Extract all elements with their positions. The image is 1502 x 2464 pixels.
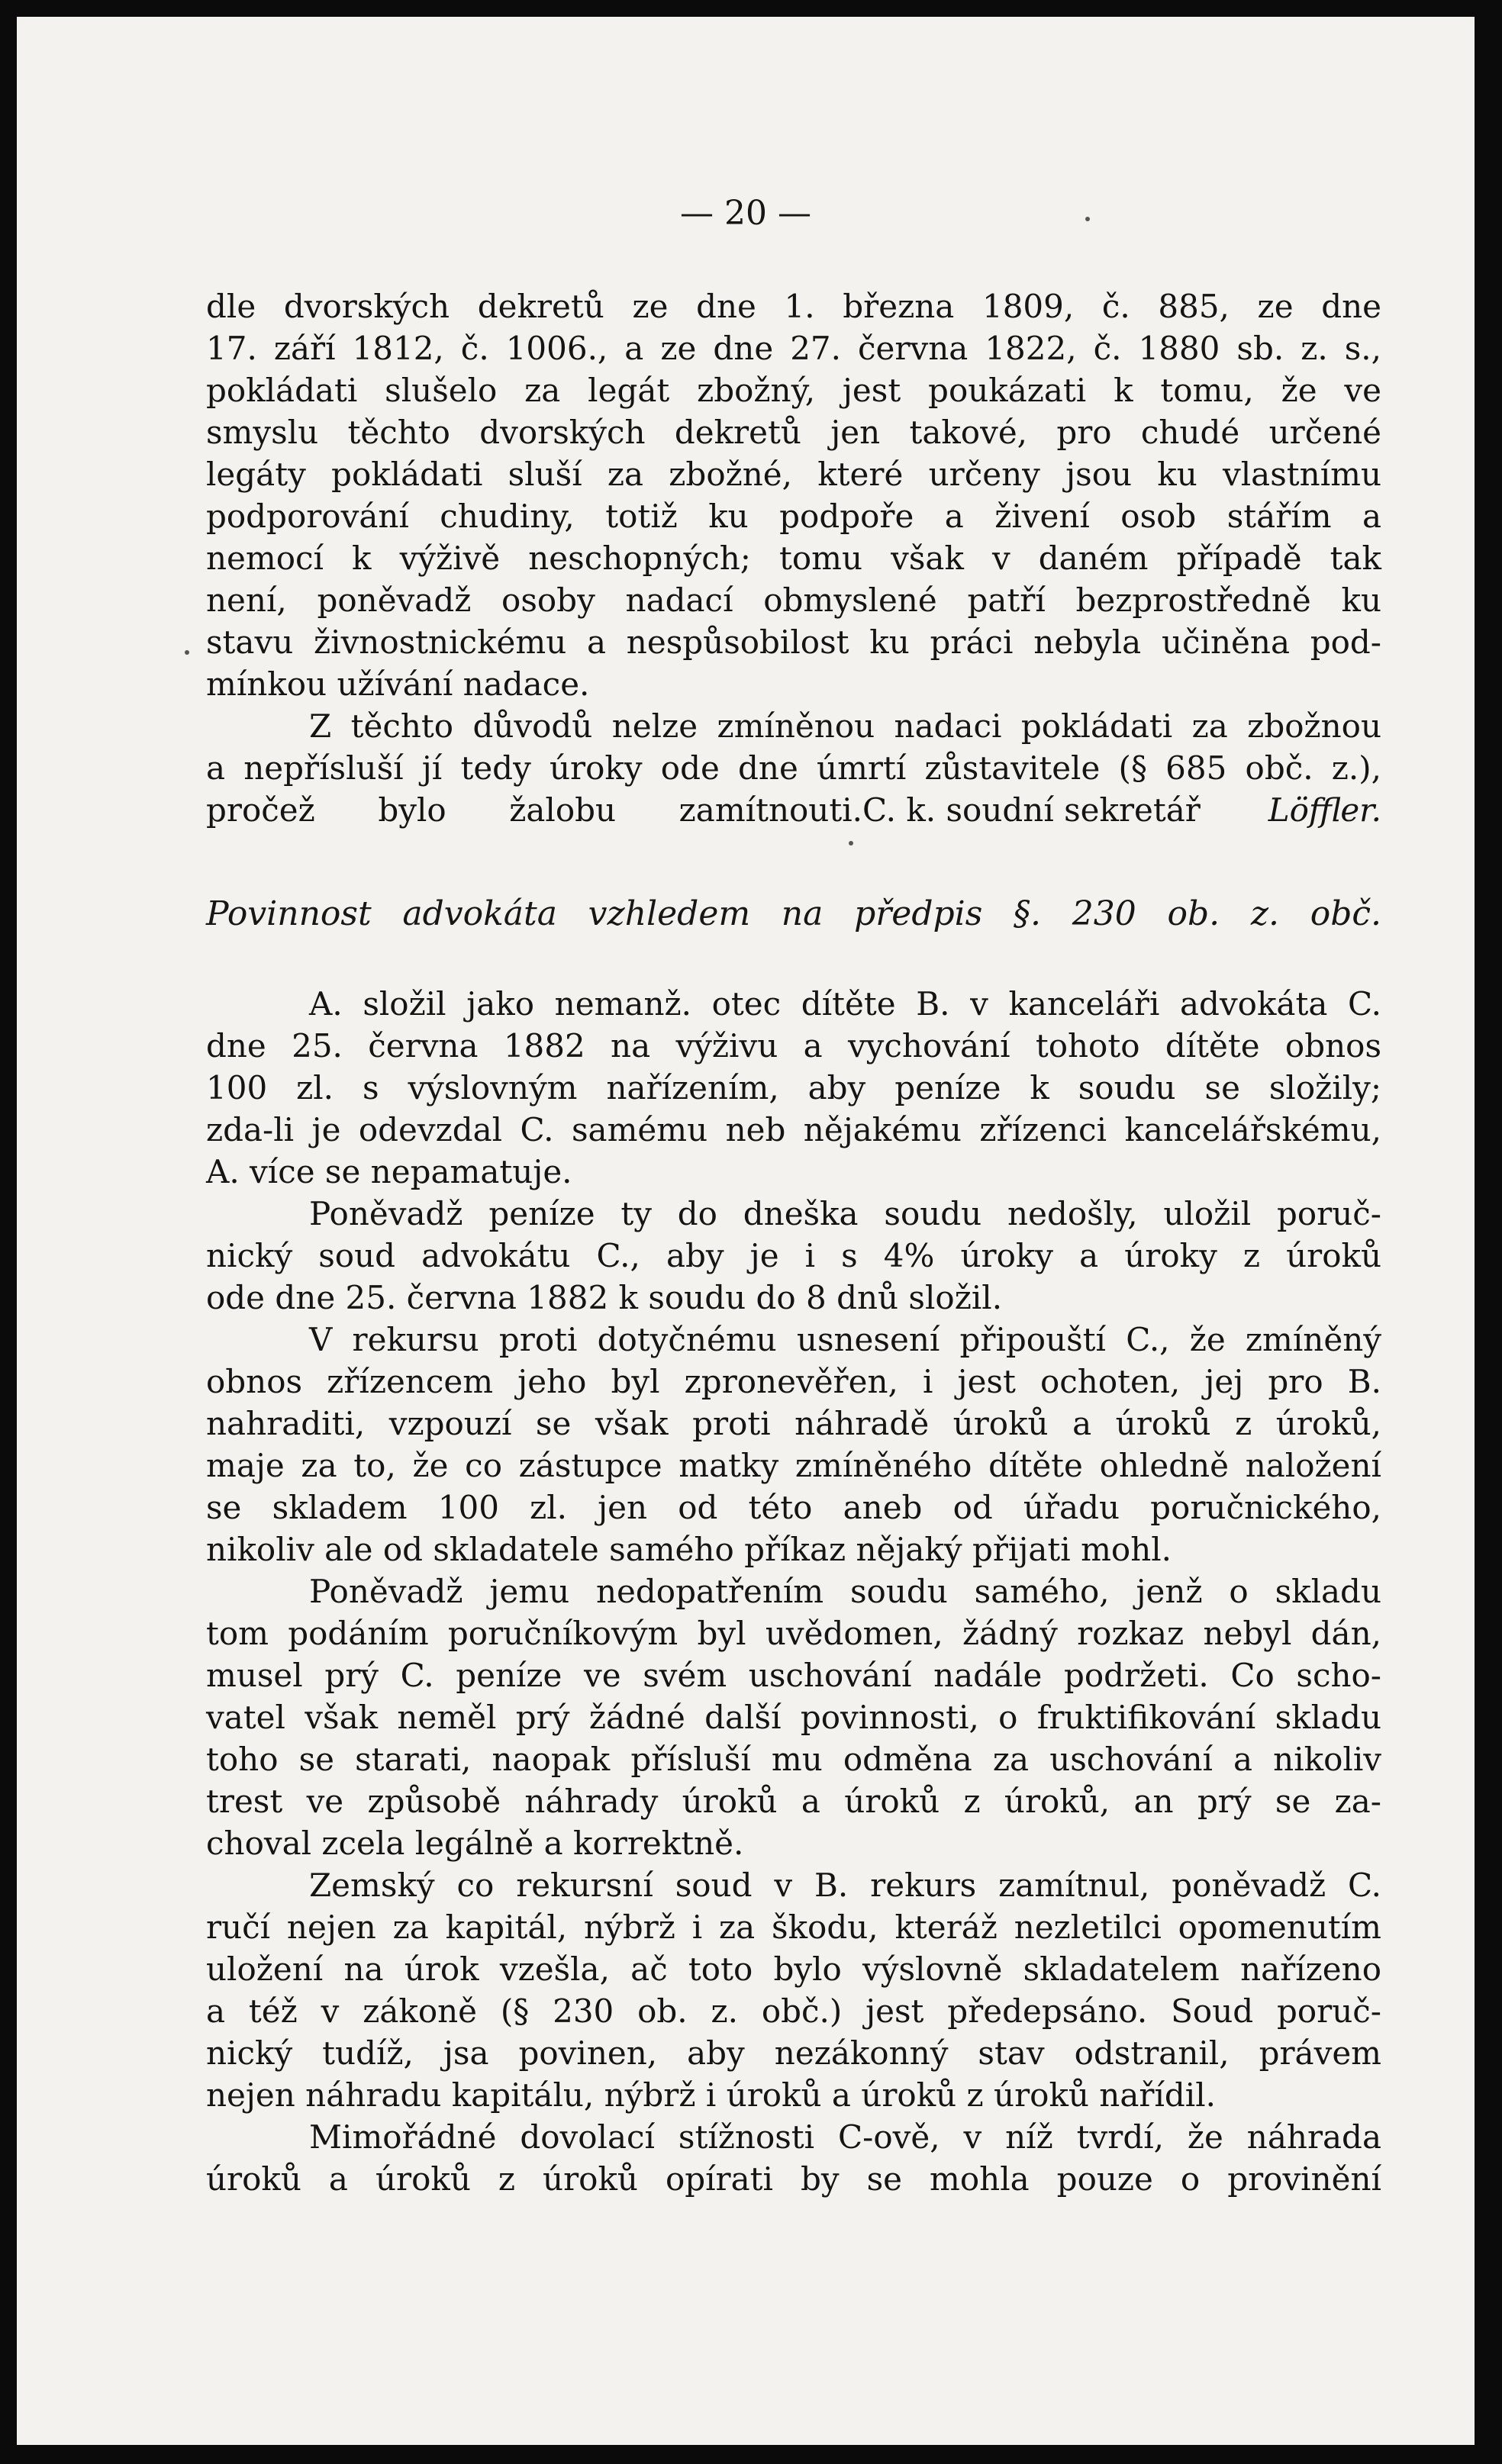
- text-line: choval zcela legálně a korrektně.: [206, 1825, 744, 1862]
- scanned-page: [17, 17, 1475, 2445]
- paragraph: [206, 705, 1381, 789]
- text-line: uložení na úrok vzešla, ač toto bylo výslovně skladatelem nařízeno: [206, 1950, 1381, 1988]
- text-line: tom podáním poručníkovým byl uvědomen, žádný rozkaz nebyl dán,: [206, 1615, 1381, 1652]
- signature-name: Löffler.: [1268, 791, 1381, 829]
- text-line: podporování chudiny, totiž ku podpoře a živení osob stářím a: [206, 498, 1381, 535]
- text-line: úroků a úroků z úroků opírati by se mohla pouze o provinění: [206, 2160, 1381, 2198]
- text-line: se skladem 100 zl. jen od této aneb od úřadu poručnického,: [206, 1489, 1381, 1526]
- text-line: stavu živnostnickému a nespůsobilost ku práci nebyla učiněna pod-: [206, 623, 1381, 661]
- text-line: maje za to, že co zástupce matky zmíněného dítěte ohledně naložení: [206, 1447, 1381, 1484]
- page-number: — 20 —: [680, 194, 811, 233]
- text-line: mínkou užívání nadace.: [206, 665, 590, 703]
- text-line: nahraditi, vzpouzí se však proti náhradě úroků a úroků z úroků,: [206, 1405, 1381, 1442]
- paragraph: [206, 983, 1381, 1193]
- text-line: a též v zákoně (§ 230 ob. z. obč.) jest předepsáno. Soud poruč-: [206, 1992, 1381, 2030]
- scan-speck: [849, 841, 853, 845]
- text-line: obnos zřízencem jeho byl zpronevěřen, i jest ochoten, jej pro B.: [206, 1363, 1381, 1400]
- text-line: nemocí k výživě neschopných; tomu však v daném případě tak: [206, 540, 1381, 577]
- text-line: nický soud advokátu C., aby je i s 4% úroky a úroky z úroků: [206, 1237, 1381, 1274]
- text-line: pokládati slušelo za legát zbožný, jest poukázati k tomu, že ve: [206, 372, 1381, 409]
- closing-text: pročež bylo žalobu zamítnouti.: [206, 791, 862, 829]
- text-line: Poněvadž peníze ty do dneška soudu nedošly, uložil poruč-: [309, 1195, 1381, 1232]
- text-line: 17. září 1812, č. 1006., a ze dne 27. června 1822, č. 1880 sb. z. s.,: [206, 330, 1381, 367]
- text-line: A. složil jako nemanž. otec dítěte B. v kanceláři advokáta C.: [309, 985, 1381, 1023]
- text-line: toho se starati, naopak přísluší mu odměna za uschování a nikoliv: [206, 1741, 1381, 1778]
- paragraph: [206, 1319, 1381, 1570]
- text-line: není, poněvadž osoby nadací obmyslené patří bezprostředně ku: [206, 581, 1381, 619]
- text-line: legáty pokládati sluší za zbožné, které určeny jsou ku vlastnímu: [206, 456, 1381, 493]
- text-line: 100 zl. s výslovným nařízením, aby peníze k soudu se složily;: [206, 1069, 1381, 1106]
- text-line: Mimořádné dovolací stížnosti C-ově, v níž tvrdí, že náhrada: [309, 2118, 1381, 2156]
- paragraph: [206, 1570, 1381, 1864]
- text-line: V rekursu proti dotyčnému usnesení připouští C., že zmíněný: [309, 1321, 1381, 1358]
- text-line: ode dne 25. června 1882 k soudu do 8 dnů složil.: [206, 1279, 1003, 1316]
- scan-speck: [1085, 217, 1090, 221]
- text-line: nický tudíž, jsa povinen, aby nezákonný stav odstranil, právem: [206, 2034, 1381, 2072]
- text-line: Zemský co rekursní soud v B. rekurs zamítnul, poněvadž C.: [309, 1867, 1381, 1904]
- paragraph: [206, 1864, 1381, 2116]
- scan-speck: [185, 650, 189, 655]
- signature-line: [206, 789, 1381, 831]
- text-line: smyslu těchto dvorských dekretů jen takové, pro chudé určené: [206, 414, 1381, 451]
- text-line: nikoliv ale od skladatele samého příkaz nějaký přijati mohl.: [206, 1531, 1172, 1568]
- text-line: Z těchto důvodů nelze zmíněnou nadaci pokládati za zbožnou: [309, 707, 1381, 745]
- text-line: dle dvorských dekretů ze dne 1. března 1809, č. 885, ze dne: [206, 288, 1381, 325]
- text-line: Poněvadž jemu nedopatřením soudu samého, jenž o skladu: [309, 1573, 1381, 1610]
- text-line: A. více se nepamatuje.: [206, 1153, 572, 1190]
- text-line: a nepřísluší jí tedy úroky ode dne úmrtí zůstavitele (§ 685 obč. z.),: [206, 749, 1381, 787]
- text-line: vatel však neměl prý žádné další povinnosti, o fruktifikování skladu: [206, 1699, 1381, 1736]
- paragraph-continuation: [206, 285, 1381, 705]
- text-line: nejen náhradu kapitálu, nýbrž i úroků a úroků z úroků nařídil.: [206, 2076, 1216, 2114]
- text-line: ručí nejen za kapitál, nýbrž i za škodu, kteráž nezletilci opomenutím: [206, 1908, 1381, 1946]
- paragraph: [206, 1193, 1381, 1319]
- paragraph: [206, 2116, 1381, 2200]
- text-line: musel prý C. peníze ve svém uschování nadále podržeti. Co scho-: [206, 1657, 1381, 1694]
- text-line: dne 25. června 1882 na výživu a vychování tohoto dítěte obnos: [206, 1027, 1381, 1065]
- signature-office: C. k. soudní sekretář: [862, 791, 1201, 829]
- text-line: zda-li je odevzdal C. samému neb nějakému zřízenci kancelářskému,: [206, 1111, 1381, 1148]
- section-heading: Povinnost advokáta vzhledem na předpis §. 230 ob. z. obč.: [206, 894, 1381, 933]
- text-line: trest ve způsobě náhrady úroků a úroků z úroků, an prý se za-: [206, 1783, 1381, 1820]
